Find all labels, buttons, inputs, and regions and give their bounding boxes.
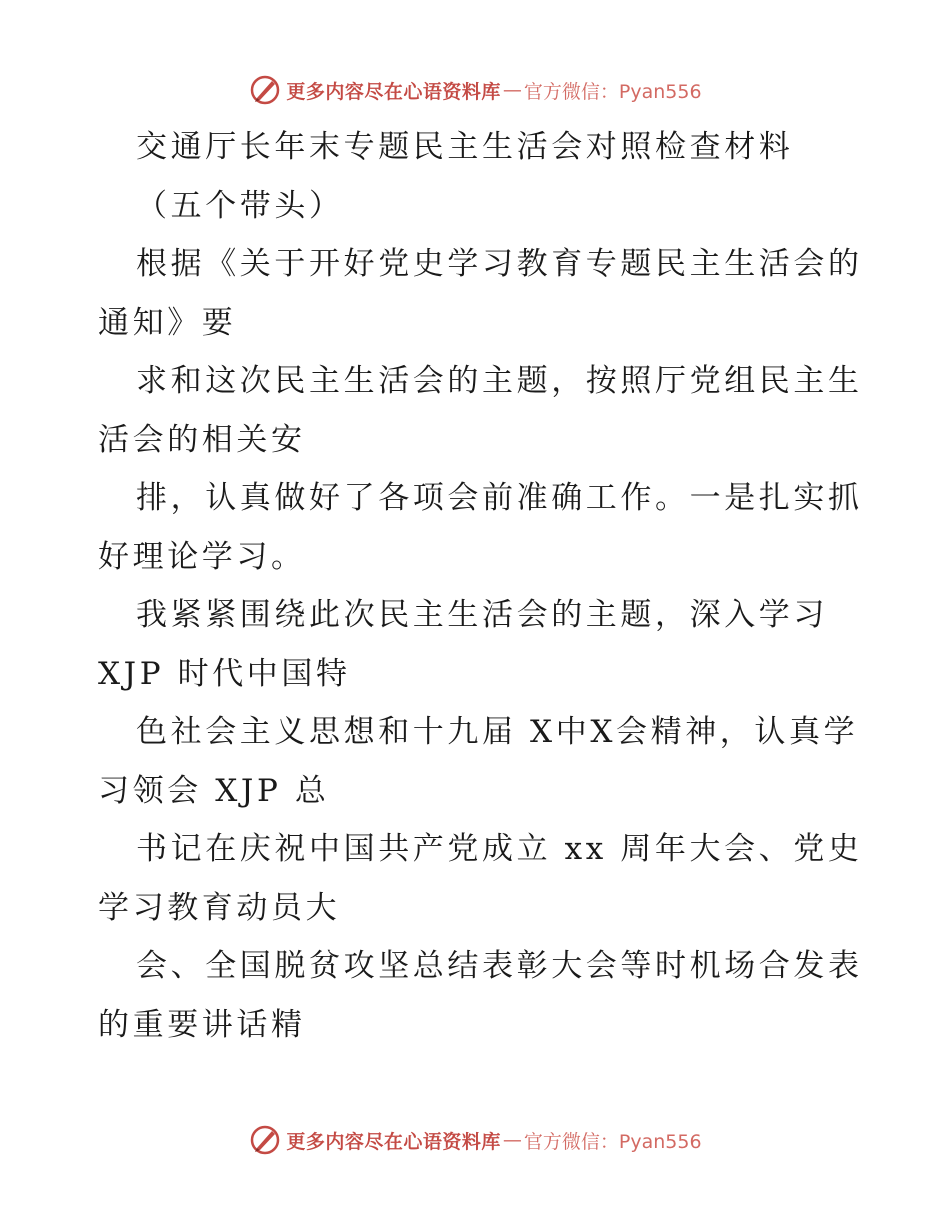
watermark-brand: 更多内容尽在心语资料库: [286, 80, 501, 103]
body-line: 的重要讲话精: [98, 1006, 306, 1043]
body-line: 习领会 XJP 总: [98, 772, 330, 809]
footer-watermark: [0, 1120, 950, 1160]
body-line: 学习教育动员大: [98, 889, 341, 926]
watermark-brand: 更多内容尽在心语资料库: [286, 1130, 501, 1153]
body-line: 根据《关于开好党史学习教育专题民主生活会的: [136, 246, 863, 282]
watermark-wechat: 官方微信：Pyan556: [523, 1130, 702, 1153]
body-line: 排，认真做好了各项会前准确工作。一是扎实抓: [136, 480, 863, 516]
document-title: 交通厅长年末专题民主生活会对照检查材料: [136, 129, 794, 165]
document-subtitle: （五个带头）: [136, 187, 344, 224]
body-line: 会、全国脱贫攻坚总结表彰大会等时机场合发表: [136, 948, 863, 984]
body-line: 求和这次民主生活会的主题，按照厅党组民主生: [136, 363, 863, 399]
body-line: 好理论学习。: [98, 538, 306, 575]
watermark-separator: —: [502, 1129, 522, 1151]
body-line: XJP 时代中国特: [98, 655, 351, 692]
body-line: 书记在庆祝中国共产党成立 xx 周年大会、党史: [136, 831, 863, 867]
quill-pen-circle-icon: [248, 73, 282, 107]
document-body: [98, 118, 863, 1054]
body-line: 色社会主义思想和十九届 X中X会精神，认真学: [136, 714, 859, 750]
body-line: 活会的相关安: [98, 421, 306, 458]
watermark-separator: —: [502, 79, 522, 101]
quill-pen-circle-icon: [248, 1123, 282, 1157]
header-watermark: [0, 70, 950, 110]
body-line: 通知》要: [98, 304, 237, 341]
watermark-wechat: 官方微信：Pyan556: [523, 80, 702, 103]
body-line: 我紧紧围绕此次民主生活会的主题，深入学习: [136, 597, 828, 633]
